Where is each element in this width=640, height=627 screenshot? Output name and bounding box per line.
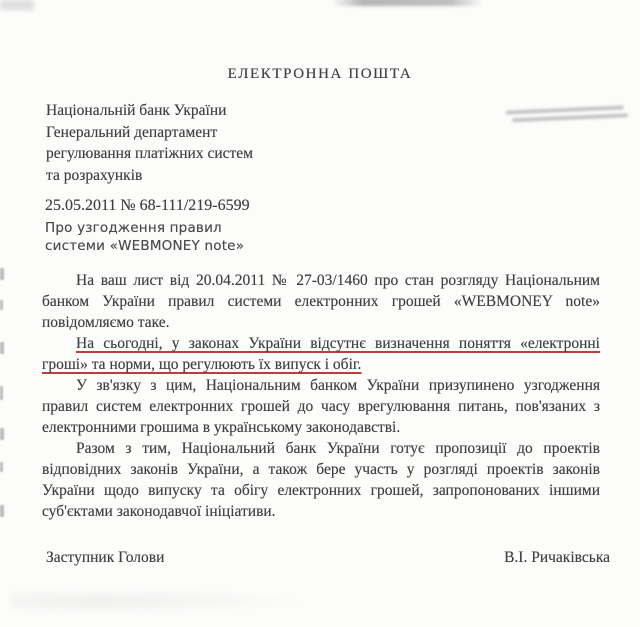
scan-edge-artifact <box>0 386 3 400</box>
recipient-line: Генеральний департамент <box>46 123 218 141</box>
recipient-line: Національній банк України <box>46 102 227 119</box>
body-paragraph: У зв'язку з цим, Національним банком України призупинено узгодження правил систем електронних грошей до часу врегулювання питань, пов'язаних з електронними грошима в українському законодавстві. <box>42 377 600 436</box>
recipient-block <box>46 100 253 186</box>
body-paragraph-underlined: На сьогодні, у законах України відсутнє визначення поняття «електронні гроші» та норми, що регулюють їх випуск і обіг. <box>42 335 600 373</box>
scan-edge-artifact <box>0 505 4 517</box>
redaction-smudge-top-center <box>332 0 482 6</box>
reference-block <box>45 196 250 255</box>
scan-smudge-top-left <box>0 0 34 10</box>
signature-name: В.І. Ричаківська <box>504 549 610 566</box>
scan-edge-artifact <box>0 300 3 310</box>
body-paragraph: Разом з тим, Національний банк України готує пропозиції до проектів відповідних законів України, а також бере участь у розгляді проектів законів України щодо випуску та обігу електронних грошей, запропонованих іншими суб'єктами законодавчої ініціативи. <box>42 440 600 520</box>
subject-line: Про узгодження правил <box>45 220 222 236</box>
letter-body <box>42 270 600 522</box>
subject-line: системи «WEBMONEY note» <box>45 238 245 254</box>
scan-edge-artifact <box>0 342 4 354</box>
recipient-line: регулювання платіжних систем <box>46 145 253 162</box>
scan-noise-bottom-left <box>10 588 310 614</box>
scan-edge-artifact <box>0 428 4 440</box>
reference-number: 25.05.2011 № 68-111/219-6599 <box>45 197 250 214</box>
scan-edge-artifact <box>0 268 4 280</box>
redaction-smudge-header-right <box>506 103 625 126</box>
body-paragraph: На ваш лист від 20.04.2011 № 27-03/1460 про стан розгляду Національним банком України правил системи електронних грошей «WEBMONEY note» повідомляємо таке. <box>42 272 600 331</box>
signature-position: Заступник Голови <box>46 549 165 566</box>
recipient-line: та розрахунків <box>46 166 143 184</box>
scan-edge-artifact <box>0 462 3 472</box>
signature-row <box>46 549 610 567</box>
letter-title: ЕЛЕКТРОННА ПОШТА <box>227 66 413 82</box>
